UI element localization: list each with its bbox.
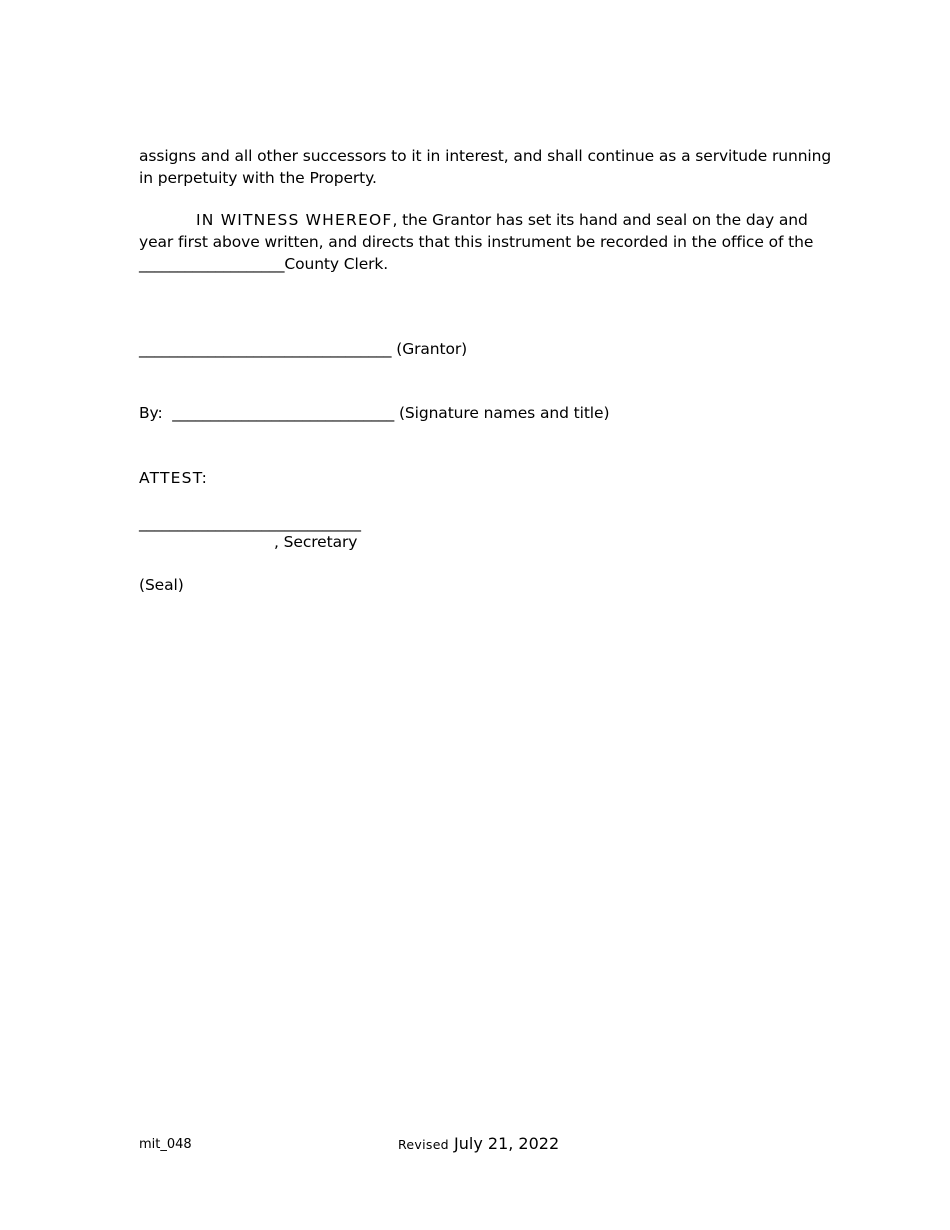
witness-heading: IN WITNESS WHEREOF (196, 211, 393, 229)
by-blank: _____________________________ (172, 404, 395, 422)
by-suffix: (Signature names and title) (398, 404, 610, 422)
attest-label: ATTEST: (139, 469, 209, 487)
paragraph-line: in perpetuity with the Property. (139, 169, 377, 187)
witness-line-3 (139, 253, 388, 275)
by-label: By: (139, 404, 163, 422)
form-id: mit_048 (139, 1137, 192, 1152)
revised-label: Revised (398, 1137, 449, 1152)
seal-label: (Seal) (139, 576, 184, 594)
revision-line (398, 1133, 559, 1156)
county-clerk-text: County Clerk. (284, 255, 389, 273)
paragraph-line: assigns and all other successors to it in interest, and shall continue as a servitude running (139, 147, 832, 165)
county-blank: ___________________ (139, 255, 285, 273)
grantor-blank: _________________________________ (139, 340, 392, 358)
witness-line-1 (196, 209, 808, 231)
secretary-label: , Secretary (274, 533, 358, 551)
grantor-signature-line (139, 338, 467, 360)
grantor-label: (Grantor) (396, 340, 468, 358)
revised-date: July 21, 2022 (454, 1134, 560, 1153)
witness-line-1-text: , the Grantor has set its hand and seal on the day and (392, 211, 808, 229)
witness-line-2: year first above written, and directs that this instrument be recorded in the office of the (139, 233, 814, 251)
secretary-blank: _____________________________ (139, 514, 361, 532)
by-signature-line (139, 402, 609, 424)
